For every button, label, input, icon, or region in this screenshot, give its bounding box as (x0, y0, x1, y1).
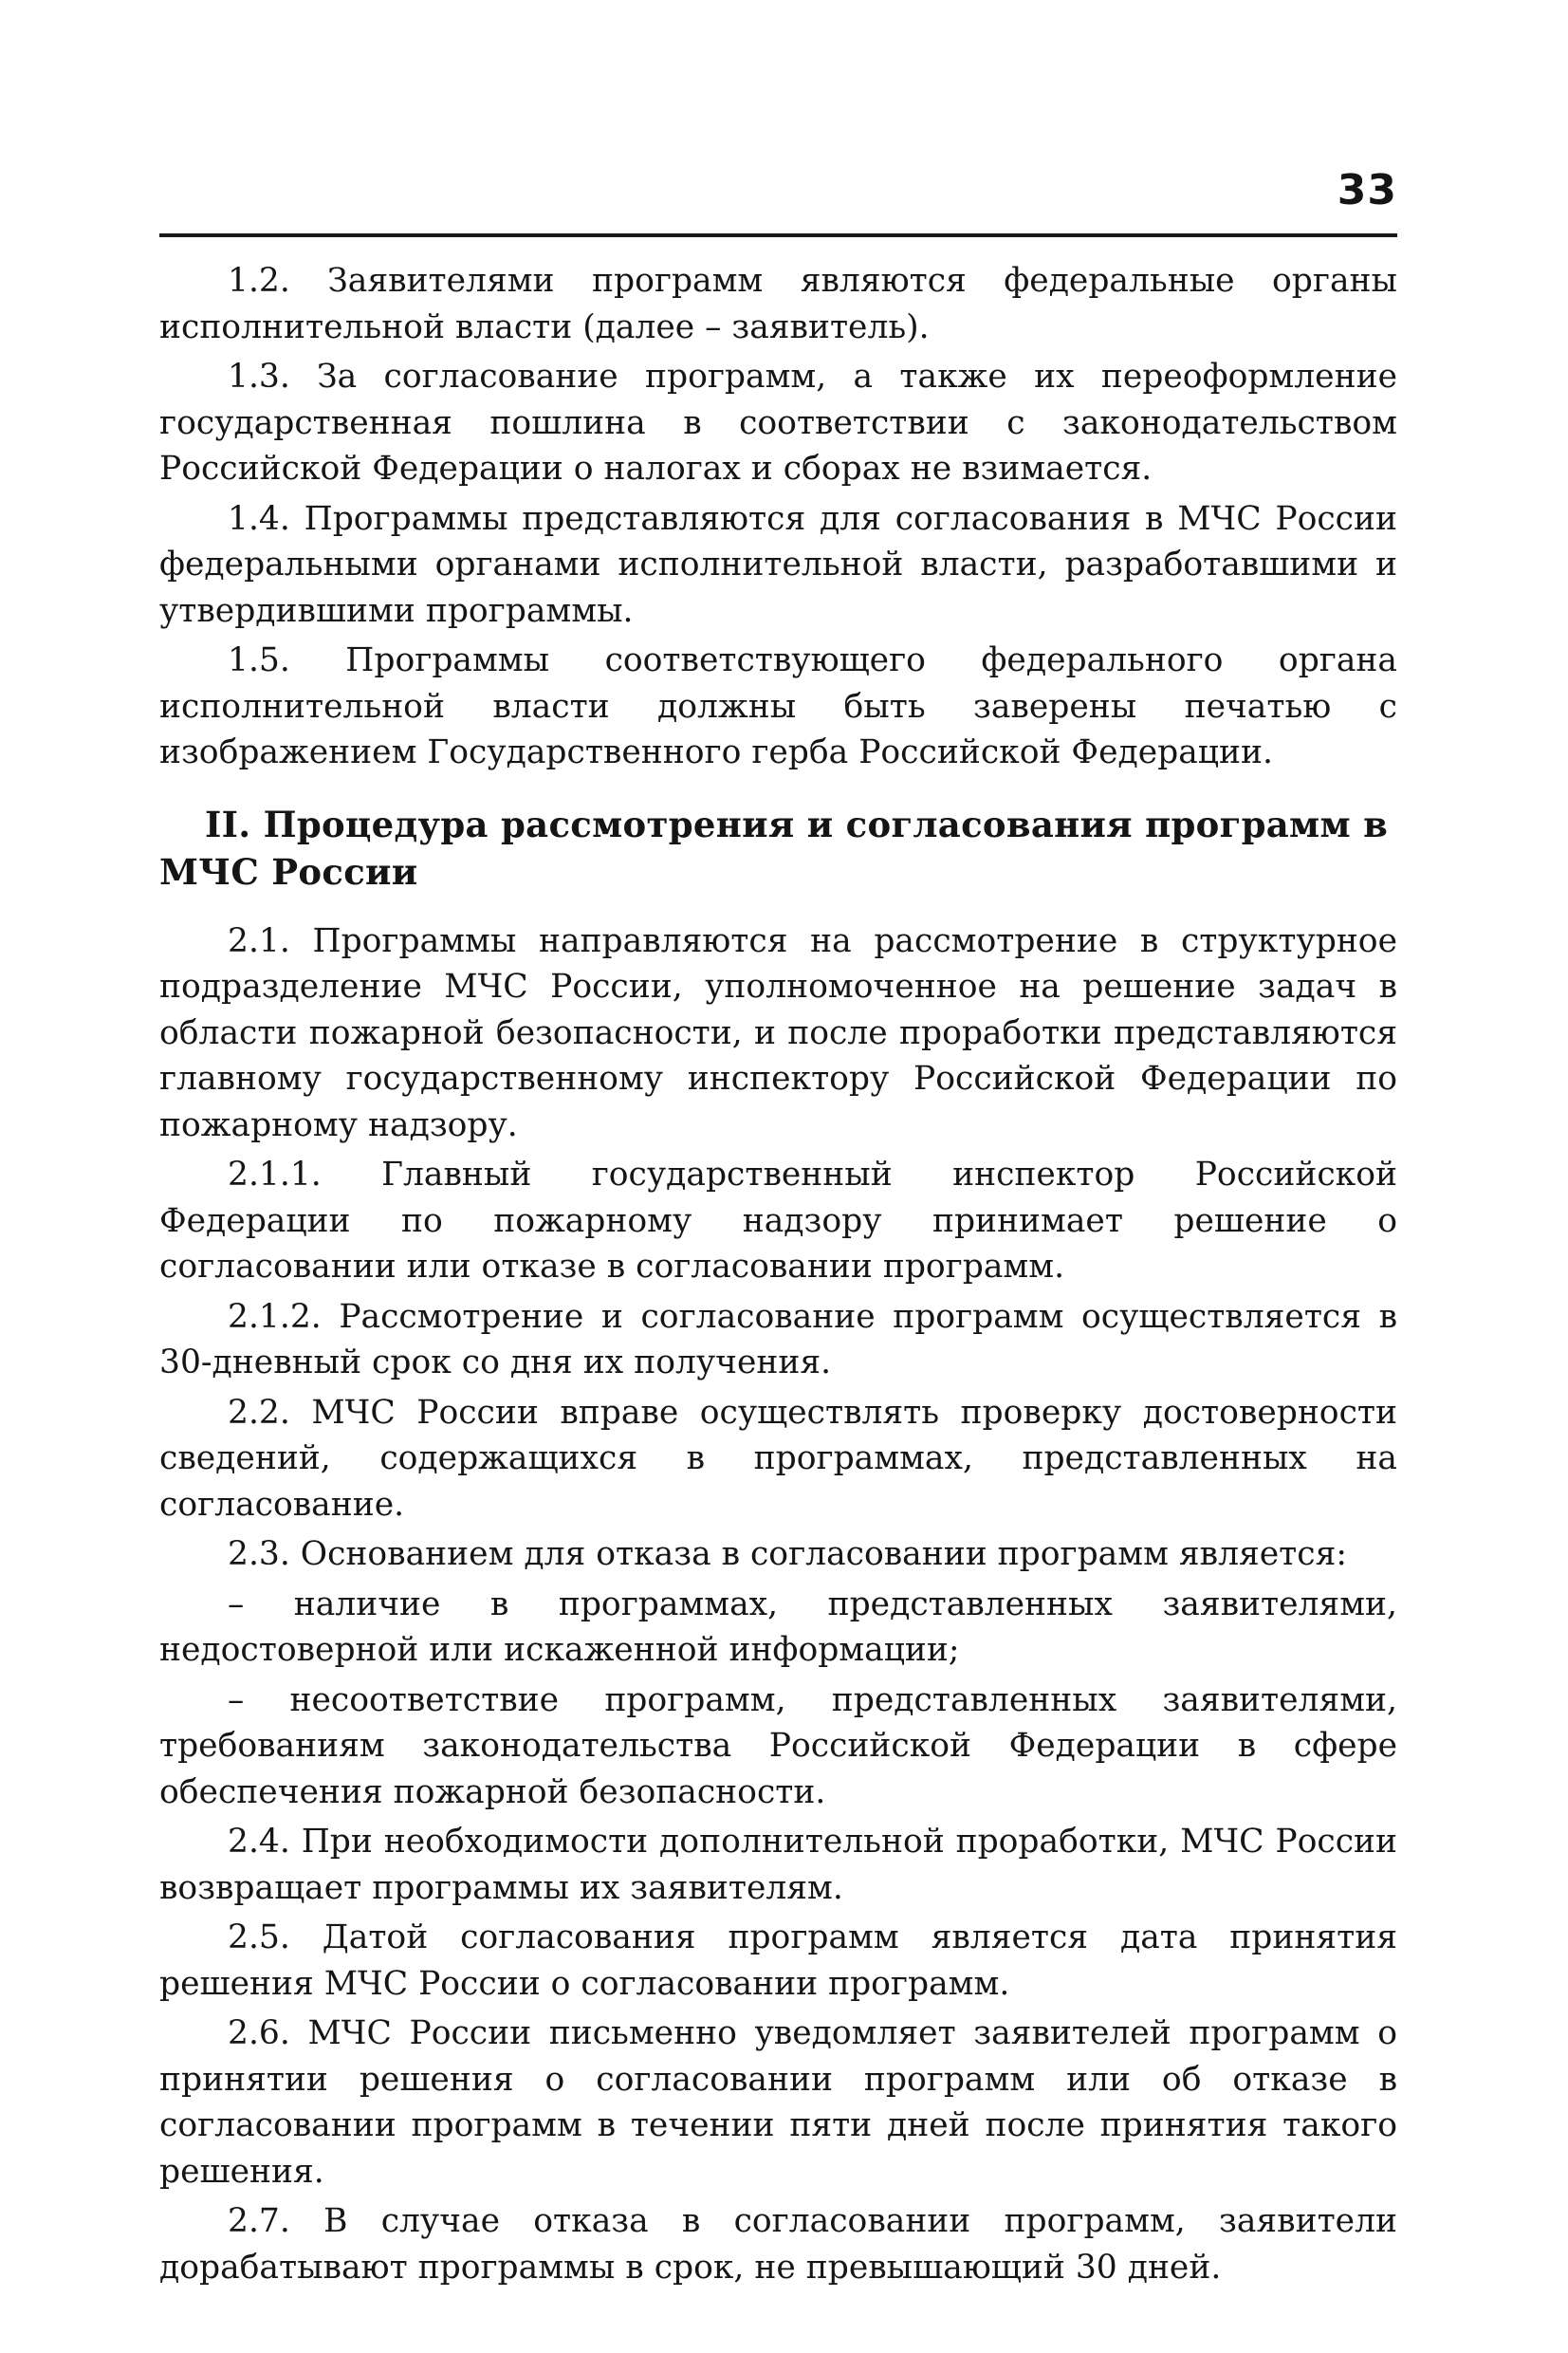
page-number: 33 (1337, 166, 1397, 214)
section-1 (159, 258, 1397, 776)
clause-2-3-item-2: – несоответствие программ, представленных заявителями, требованиям законодательства Российской Федерации в сфере обеспечения пожарной безопасности. (159, 1680, 1397, 1811)
clause-2-4: 2.4. При необходимости дополнительной проработки, МЧС России возвращает программы их заявителям. (159, 1823, 1397, 1907)
clause-2-6: 2.6. МЧС России письменно уведомляет заявителей программ о принятии решения о согласовании программ или об отказе в согласовании программ в течении пяти дней после принятия такого решения. (159, 2014, 1397, 2191)
clause-2-7: 2.7. В случае отказа в согласовании программ, заявители дорабатывают программы в срок, не превышающий 30 дней. (159, 2202, 1397, 2287)
clause-2-1: 2.1. Программы направляются на рассмотрение в структурное подразделение МЧС России, уполномоченное на решение задач в области пожарной безопасности, и после проработки представляются главному государственному инспектору Российской Федерации по пожарному надзору. (159, 921, 1397, 1144)
document-body (159, 258, 1397, 2294)
clause-2-1-1: 2.1.1. Главный государственный инспектор Российской Федерации по пожарному надзору принимает решение о согласовании или отказе в согласовании программ. (159, 1156, 1397, 1286)
clause-1-2: 1.2. Заявителями программ являются федеральные органы исполнительной власти (далее – заявитель). (159, 262, 1397, 346)
clause-1-4: 1.4. Программы представляются для согласования в МЧС России федеральными органами исполнительной власти, разработавшими и утвердившими программы. (159, 499, 1397, 630)
clause-2-2: 2.2. МЧС России вправе осуществлять проверку достоверности сведений, содержащихся в программах, представленных на согласование. (159, 1393, 1397, 1524)
clause-1-3: 1.3. За согласование программ, а также их переоформление государственная пошлина в соответствии с законодательством Российской Федерации о налогах и сборах не взимается. (159, 358, 1397, 488)
header-rule (159, 233, 1397, 237)
clause-2-3: 2.3. Основанием для отказа в согласовании программ является: (228, 1535, 1347, 1573)
clause-2-5: 2.5. Датой согласования программ является дата принятия решения МЧС России о согласовании программ. (159, 1918, 1397, 2003)
clause-2-1-2: 2.1.2. Рассмотрение и согласование программ осуществляется в 30-дневный срок со дня их получения. (159, 1297, 1397, 1381)
clause-1-5: 1.5. Программы соответствующего федерального органа исполнительной власти должны быть заверены печатью с изображением Государственного герба Российской Федерации. (159, 641, 1397, 771)
section-2 (159, 801, 1397, 2291)
section-2-heading: II. Процедура рассмотрения и согласования программ в МЧС России (159, 803, 1389, 893)
clause-2-3-item-1: – наличие в программах, представленных заявителями, недостоверной или искаженной информации; (159, 1584, 1397, 1669)
